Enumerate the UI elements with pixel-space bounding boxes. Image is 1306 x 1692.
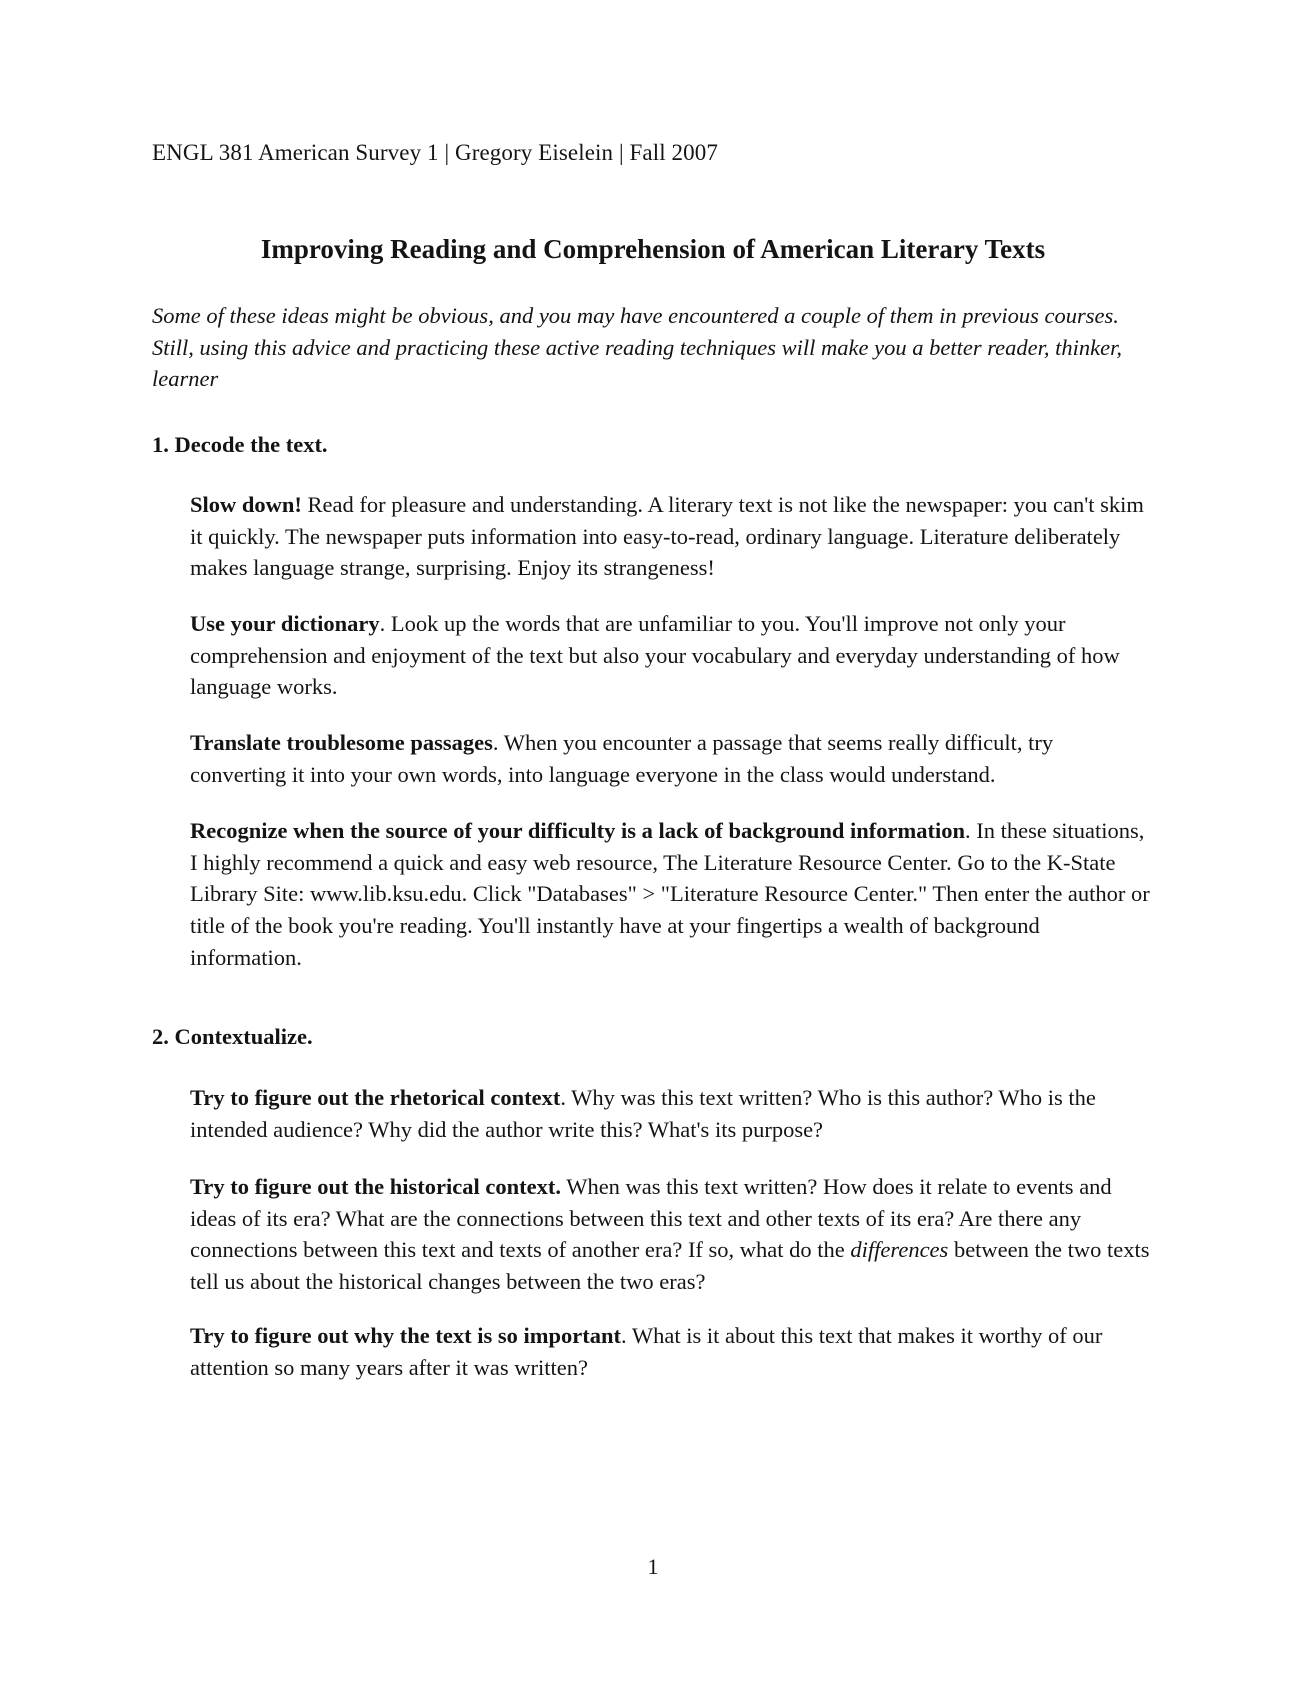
intro-paragraph: Some of these ideas might be obvious, and you may have encountered a couple of them in previous courses. Still, using this advice and practicing these active reading techniques will make you a better reader, thinker, learner	[152, 303, 1123, 391]
paragraph-body: . What is it about this text that makes it worthy of our attention so many years after it was written?	[190, 1323, 1103, 1380]
paragraph-rhetorical-context	[190, 1082, 1150, 1145]
section-heading-contextualize: 2. Contextualize.	[152, 1024, 313, 1049]
paragraph-lead: Use your dictionary	[190, 611, 380, 636]
paragraph-body: . When you encounter a passage that seems really difficult, try converting it into your own words, into language everyone in the class would understand.	[190, 730, 1054, 787]
paragraph-lead: Translate troublesome passages	[190, 730, 493, 755]
emphasized-word: differences	[850, 1237, 949, 1263]
paragraph-lead: Slow down!	[190, 492, 302, 517]
paragraph-lead: Try to figure out the historical context.	[190, 1174, 561, 1199]
paragraph-body: When was this text written? How does it relate to events and ideas of its era? What are the connections between this text and other texts of its era? Are there any connections between this text and texts of another era? If so, what do the	[190, 1174, 1112, 1263]
paragraph-lead: Try to figure out why the text is so important	[190, 1323, 622, 1348]
paragraph-translate	[190, 727, 1150, 790]
paragraph-lead: Try to figure out the rhetorical context	[190, 1085, 561, 1110]
section-heading-decode: 1. Decode the text.	[152, 432, 328, 457]
paragraph-slow-down	[190, 489, 1150, 584]
course-header: ENGL 381 American Survey 1 | Gregory Eiselein | Fall 2007	[152, 140, 718, 165]
paragraph-body-continued: between the two texts tell us about the historical changes between the two eras?	[190, 1237, 1150, 1295]
paragraph-importance	[190, 1320, 1150, 1383]
paragraph-lead: Recognize when the source of your difficulty is a lack of background information	[190, 818, 965, 843]
paragraph-body: . Why was this text written? Who is this author? Who is the intended audience? Why did the author write this? What's its purpose?	[190, 1085, 1096, 1142]
paragraph-body: . In these situations, I highly recommend a quick and easy web resource, The Literature Resource Center. Go to the K-State Library Site: www.lib.ksu.edu. Click "Databases" > "Literature Resource Center." Then enter the author or title of the book you're reading. You'll instantly have at your fingertips a wealth of background information.	[190, 818, 1150, 970]
paragraph-body: . Look up the words that are unfamiliar to you. You'll improve not only your comprehension and enjoyment of the text but also your vocabulary and everyday understanding of how language works.	[190, 611, 1120, 700]
paragraph-dictionary	[190, 608, 1150, 703]
paragraph-historical-context	[190, 1171, 1150, 1298]
document-title: Improving Reading and Comprehension of American Literary Texts	[260, 234, 1046, 264]
paragraph-body: Read for pleasure and understanding. A literary text is not like the newspaper: you can't skim it quickly. The newspaper puts information into easy-to-read, ordinary language. Literature deliberately makes language strange, surprising. Enjoy its strangeness!	[190, 492, 1144, 581]
paragraph-background-info	[190, 815, 1150, 974]
page-number: 1	[647, 1554, 659, 1579]
